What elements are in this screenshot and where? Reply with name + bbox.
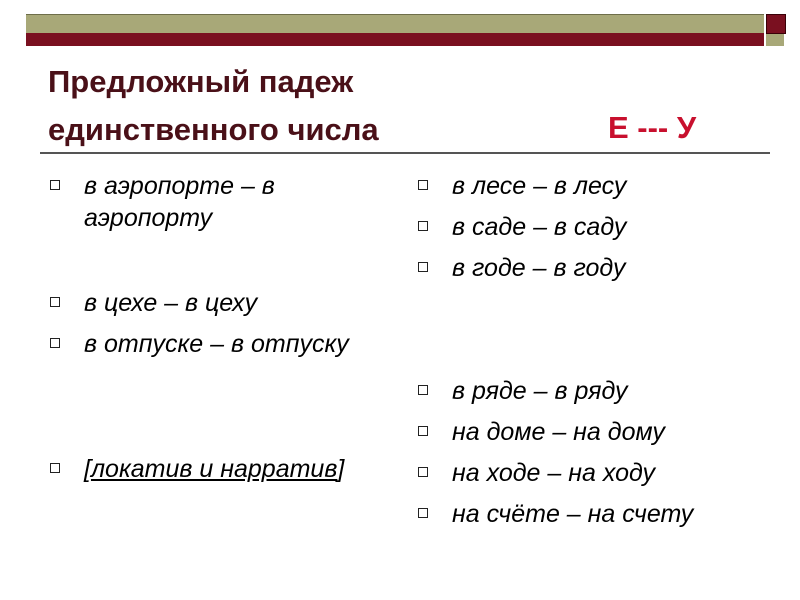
list-item bbox=[418, 457, 758, 489]
slide-title-line2: единственного числа bbox=[48, 112, 379, 147]
square-bullet-icon bbox=[418, 426, 428, 436]
corner-olive-decoration bbox=[766, 34, 784, 46]
list-item-text: в саде – в саду bbox=[452, 213, 627, 241]
list-item bbox=[418, 252, 758, 284]
square-bullet-icon bbox=[50, 180, 60, 190]
list-item-text-line1: в аэропорте – в bbox=[84, 172, 275, 200]
list-item-text: в лесе – в лесу bbox=[452, 172, 627, 200]
square-bullet-icon bbox=[418, 508, 428, 518]
header-bar-maroon bbox=[26, 33, 764, 46]
list-item bbox=[418, 211, 758, 243]
corner-square-decoration bbox=[766, 14, 786, 34]
header-bar-olive bbox=[26, 14, 764, 34]
close-bracket: ] bbox=[337, 455, 345, 483]
list-item-text: в отпуске – в отпуску bbox=[84, 330, 349, 358]
square-bullet-icon bbox=[50, 463, 60, 473]
list-item bbox=[418, 416, 758, 448]
list-item-text: в цехе – в цеху bbox=[84, 289, 258, 317]
square-bullet-icon bbox=[50, 297, 60, 307]
list-item bbox=[50, 453, 400, 485]
list-item-text: на счёте – на счету bbox=[452, 500, 694, 528]
list-item-text-line2: аэропорту bbox=[84, 204, 213, 232]
list-item-text: в ряде – в ряду bbox=[452, 377, 628, 405]
ending-marker: Е --- У bbox=[608, 110, 697, 145]
list-item-text: на ходе – на ходу bbox=[452, 459, 656, 487]
list-item bbox=[418, 498, 778, 530]
square-bullet-icon bbox=[418, 467, 428, 477]
title-divider bbox=[40, 152, 770, 154]
slide-title bbox=[48, 58, 608, 154]
list-item bbox=[50, 170, 380, 234]
list-item bbox=[418, 170, 758, 202]
list-item-text bbox=[84, 170, 275, 234]
square-bullet-icon bbox=[418, 180, 428, 190]
square-bullet-icon bbox=[418, 385, 428, 395]
underlined-term: локатив и нарратив bbox=[90, 455, 338, 483]
square-bullet-icon bbox=[50, 338, 60, 348]
list-item-text: в годе – в году bbox=[452, 254, 626, 282]
open-bracket: [ bbox=[84, 455, 91, 483]
list-item bbox=[50, 328, 400, 360]
slide-title-line1: Предложный падеж bbox=[48, 64, 354, 99]
square-bullet-icon bbox=[418, 262, 428, 272]
list-item bbox=[418, 375, 758, 407]
list-item bbox=[50, 287, 390, 319]
list-item-text bbox=[84, 453, 344, 485]
list-item-text: на доме – на дому bbox=[452, 418, 665, 446]
square-bullet-icon bbox=[418, 221, 428, 231]
